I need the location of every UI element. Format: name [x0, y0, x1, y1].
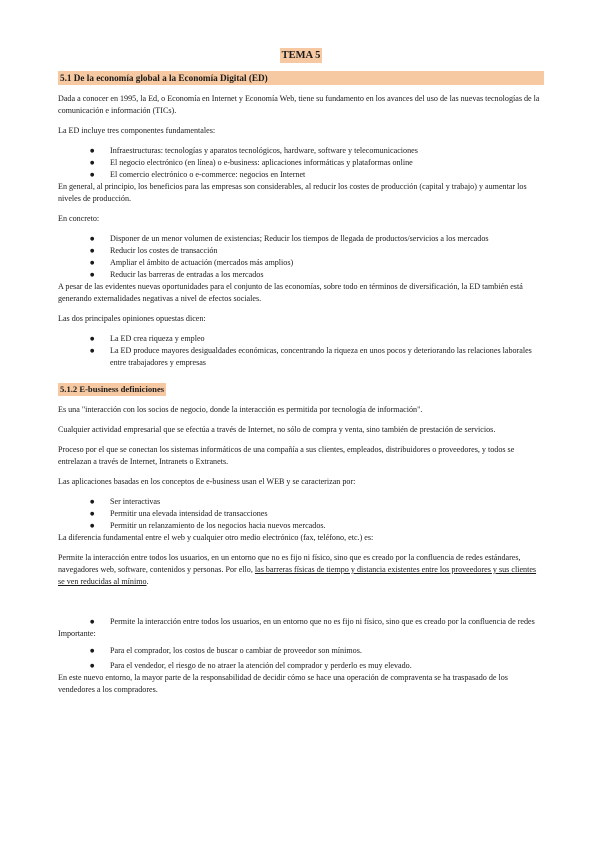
- paragraph-concrete-intro: En concreto:: [58, 214, 100, 223]
- section-heading-5-1-2: 5.1.2 E-business definiciones: [60, 384, 165, 394]
- concrete-list: [58, 233, 544, 281]
- paragraph-def1: Es una "interacción con los socios de negocio, donde la interacción es permitida por tecnología de información".: [58, 405, 423, 414]
- paragraph-components-intro: La ED incluye tres componentes fundamentales:: [58, 126, 216, 135]
- list-item: ● Infraestructuras: tecnologías y aparatos tecnológicos, hardware, software y telecomunicaciones: [88, 145, 544, 157]
- page-title: TEMA 5: [281, 50, 321, 61]
- apps-list: [58, 496, 544, 532]
- list-item: ● Para el comprador, los costos de buscar o cambiar de proveedor son mínimos.: [88, 645, 544, 657]
- list-item: ● La ED crea riqueza y empleo: [88, 333, 544, 345]
- list-item: ● Ser interactivas: [88, 496, 544, 508]
- title-wrap: [58, 48, 544, 63]
- paragraph-allow: [58, 552, 544, 588]
- opinions-list: [58, 333, 544, 369]
- paragraph-def3: Proceso por el que se conectan los sistemas informáticos de una compañía a sus clientes, empleados, distribuidores o proveedores, y todos se entrelazan a través de Internet, Intranets o Extranets.: [58, 445, 515, 466]
- paragraph-diff: La diferencia fundamental entre el web y cualquier otro medio electrónico (fax, teléfono, etc.) es:: [58, 533, 374, 542]
- list-item: ● Permitir una elevada intensidad de transacciones: [88, 508, 544, 520]
- paragraph-opinions-intro: Las dos principales opiniones opuestas dicen:: [58, 314, 206, 323]
- section-heading-wrap: [58, 383, 544, 396]
- list-item: ● El negocio electrónico (en línea) o e-business: aplicaciones informáticas y plataformas online: [88, 157, 544, 169]
- list-item: ● Reducir los costes de transacción: [88, 245, 544, 257]
- list-item: ● Para el vendedor, el riesgo de no atraer la atención del comprador y perderlo es muy elevado.: [88, 660, 544, 672]
- list-item: ● Permite la interacción entre todos los usuarios, en un entorno que no es fijo ni físico, sino que es creado por la confluencia de redes: [88, 616, 544, 628]
- paragraph-despite: A pesar de las evidentes nuevas oportunidades para el conjunto de las economías, sobre todo en términos de diversificación, la ED también está generando externalidades negativas a nivel de efectos sociales.: [58, 282, 523, 303]
- allow-text: Permite la interacción entre todos los usuarios, en un entorno que no es fijo ni físico, sino que es creado por la confluencia de redes estándares, navegadores web, software, contenidos y personas. Por ello,: [58, 553, 521, 574]
- list-item: ● Permitir un relanzamiento de los negocios hacia nuevos mercados.: [88, 520, 544, 532]
- paragraph-benefits: En general, al principio, los beneficios para las empresas son considerables, al reducir los costes de producción (capital y trabajo) y aumentar los niveles de producción.: [58, 182, 527, 203]
- paragraph-def2: Cualquier actividad empresarial que se efectúa a través de Internet, no sólo de compra y venta, sino también de prestación de servicios.: [58, 425, 496, 434]
- important-list: [58, 645, 544, 672]
- components-list: [58, 145, 544, 181]
- allow-underlined: las barreras físicas de tiempo y distancia existentes entre los proveedores y sus clientes se ven reducidas al mínimo: [58, 565, 537, 586]
- important-label: Importante:: [58, 629, 96, 638]
- list-item: ● Reducir las barreras de entradas a los mercados: [88, 269, 544, 281]
- paragraph-intro: Dada a conocer en 1995, la Ed, o Economía en Internet y Economía Web, tiene su fundamento en los avances del uso de las nuevas tecnologías de la comunicación e información (TICs).: [58, 94, 540, 115]
- section-heading-5-1: 5.1 De la economía global a la Economía Digital (ED): [58, 71, 544, 85]
- paragraph-closing: En este nuevo entorno, la mayor parte de la responsabilidad de decidir cómo se hace una operación de compraventa se ha traspasado de los vendedores a los compradores.: [58, 673, 508, 694]
- allow-end: .: [146, 577, 149, 586]
- document-page: [58, 48, 544, 704]
- list-item: ● La ED produce mayores desigualdades económicas, concentrando la riqueza en unos pocos y deteriorando las relaciones laborales entre trabajadores y empresas: [88, 345, 544, 369]
- paragraph-apps-intro: Las aplicaciones basadas en los conceptos de e-business usan el WEB y se caracterizan por:: [58, 477, 356, 486]
- list-item: ● Disponer de un menor volumen de existencias; Reducir los tiempos de llegada de productos/servicios a los mercados: [88, 233, 544, 245]
- list-item: ● Ampliar el ámbito de actuación (mercados más amplios): [88, 257, 544, 269]
- list-item: ● El comercio electrónico o e-commerce: negocios en Internet: [88, 169, 544, 181]
- allow-bullet-list: [58, 616, 544, 628]
